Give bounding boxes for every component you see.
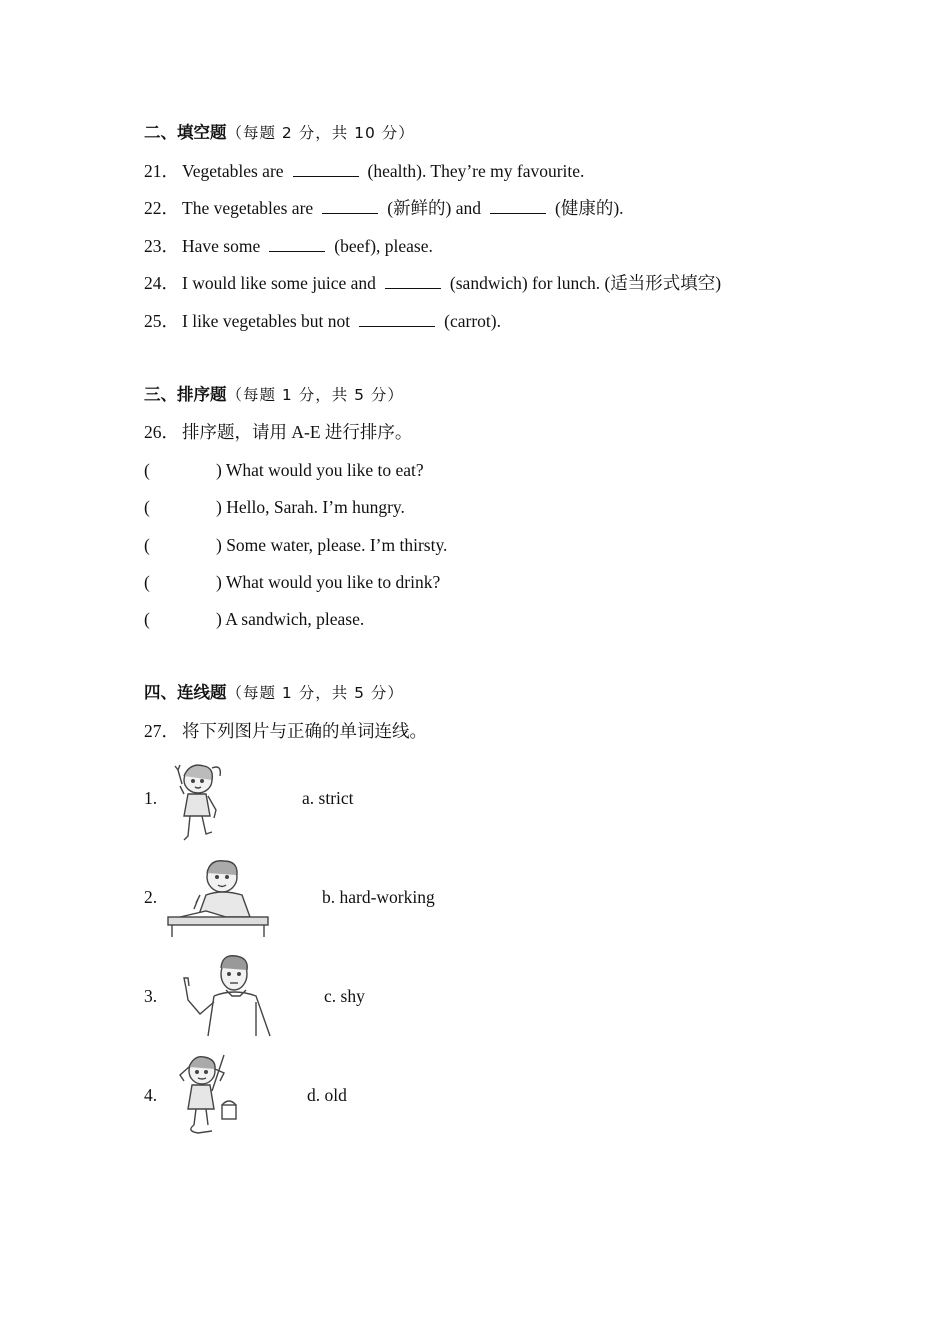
section-2-note: （每题 2 分，共 10 分） [226,124,415,142]
matching-word[interactable]: d. old [307,1085,347,1105]
section-2-heading [144,121,415,145]
ordering-sentence: ) Hello, Sarah. I’m hungry. [216,497,405,517]
question-text: I would like some juice and [182,273,376,293]
question-text: (carrot). [444,311,501,331]
matching-row [144,851,644,947]
ordering-answer-slot[interactable]: ( [144,572,150,592]
matching-number: 1. [144,788,158,808]
matching-number: 4. [144,1085,158,1105]
ordering-answer-slot[interactable]: ( [144,535,150,555]
ordering-line [144,533,447,557]
ordering-sentence: ) Some water, please. I’m thirsty. [216,535,448,555]
ordering-answer-slot[interactable]: ( [144,460,150,480]
section-2-title: 二、填空题 [144,123,227,142]
question-number: 22． [144,198,179,218]
question-text: (beef), please. [334,236,433,256]
ordering-line [144,458,424,482]
question-21 [144,159,584,183]
section-4-title: 四、连线题 [144,683,227,702]
matching-row [144,1049,644,1145]
question-text: (health). They’re my favourite. [367,161,585,181]
question-text: I like vegetables but not [182,311,351,331]
question-number: 21． [144,161,179,181]
matching-word[interactable]: a. strict [302,788,354,808]
girl-mopping-floor-illustration[interactable] [172,1051,244,1139]
matching-number: 3. [144,986,158,1006]
question-number: 26． [144,422,179,442]
question-number: 23． [144,236,179,256]
ordering-answer-slot[interactable]: ( [144,497,150,517]
ordering-line [144,570,440,594]
question-number: 27． [144,721,179,741]
matching-row [144,950,644,1046]
boy-writing-at-desk-illustration[interactable] [166,855,276,939]
matching-word[interactable]: b. hard-working [322,887,435,907]
question-24 [144,271,721,295]
ordering-answer-slot[interactable]: ( [144,609,150,629]
ordering-sentence: ) A sandwich, please. [216,609,365,629]
question-text: 将下列图片与正确的单词连线。 [182,721,427,741]
question-26-prompt [144,420,412,444]
question-text: (sandwich) for lunch. (适当形式填空) [449,273,722,293]
ordering-line [144,607,364,631]
section-3-title: 三、排序题 [144,385,227,404]
ordering-sentence: ) What would you like to drink? [216,572,441,592]
ordering-line [144,495,405,519]
question-number: 24． [144,273,179,293]
question-text: The vegetables are [182,198,314,218]
man-raising-finger-illustration[interactable] [174,952,276,1040]
answer-blank[interactable] [269,235,325,252]
question-text: Have some [182,236,261,256]
answer-blank[interactable] [490,197,546,214]
answer-blank[interactable] [293,160,359,177]
girl-waving-illustration[interactable] [170,758,232,848]
answer-blank[interactable] [359,310,435,327]
section-3-heading [144,383,404,407]
question-text: (健康的). [555,198,624,218]
question-22 [144,196,624,220]
question-25 [144,309,501,333]
question-27-prompt [144,719,427,743]
section-3-note: （每题 1 分，共 5 分） [226,386,404,404]
question-23 [144,234,433,258]
ordering-sentence: ) What would you like to eat? [216,460,424,480]
answer-blank[interactable] [385,272,441,289]
matching-number: 2. [144,887,158,907]
matching-row [144,752,644,848]
question-text: (新鲜的) and [387,198,481,218]
question-number: 25． [144,311,179,331]
section-4-heading [144,681,404,705]
question-text: 排序题，请用 A-E 进行排序。 [182,422,413,442]
answer-blank[interactable] [322,197,378,214]
section-4-note: （每题 1 分，共 5 分） [226,684,404,702]
matching-word[interactable]: c. shy [324,986,365,1006]
question-text: Vegetables are [182,161,284,181]
